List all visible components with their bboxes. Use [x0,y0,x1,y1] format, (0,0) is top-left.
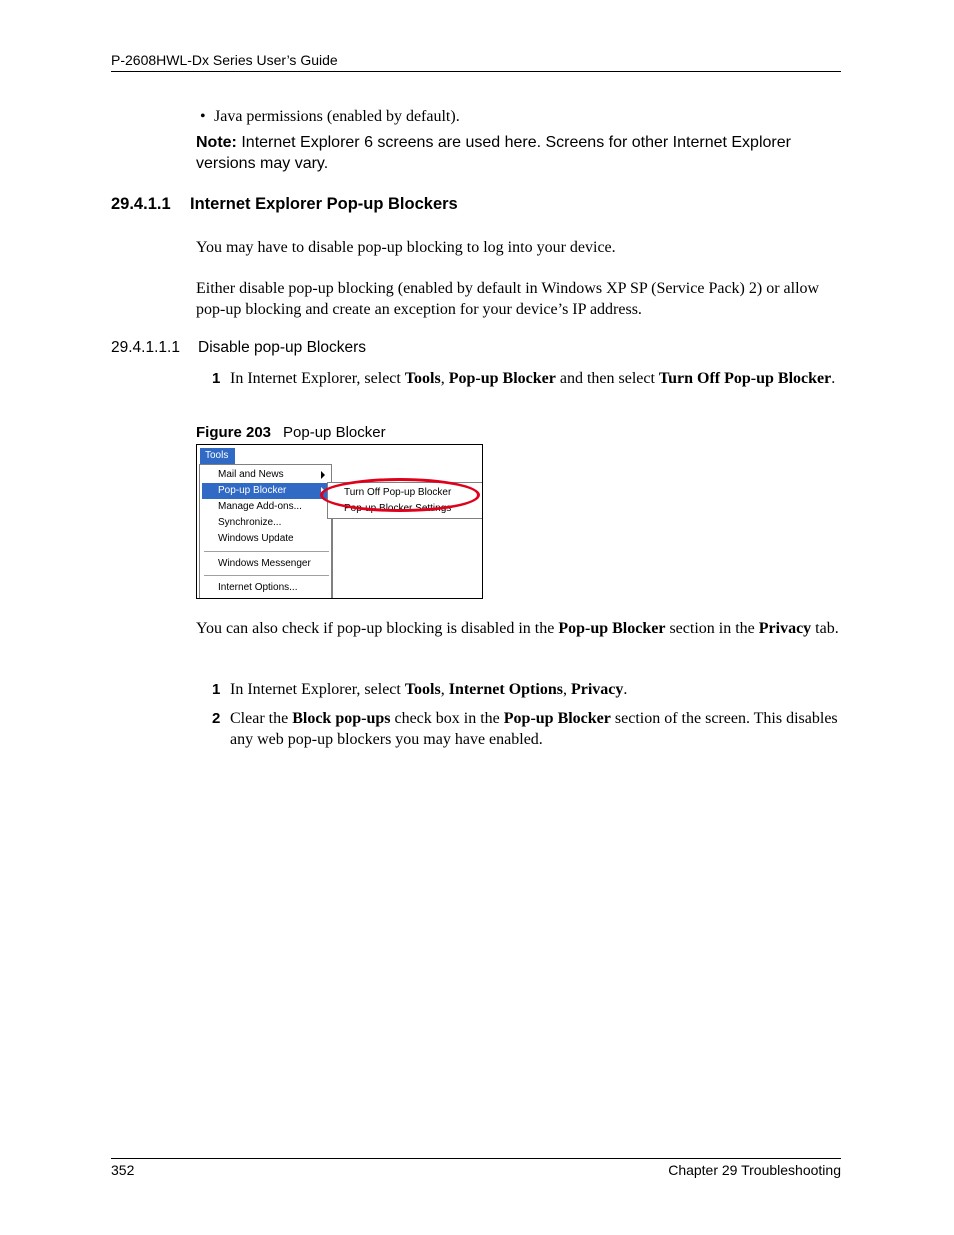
window-edge [332,519,333,598]
step-text: Clear the Block pop-ups check box in the Pop-up Blocker section of the screen. This disables any web pop-up blockers you may have enabled. [230,710,838,748]
tools-menu-tab[interactable]: Tools [200,448,235,464]
menu-item-synchronize[interactable]: Synchronize... [218,517,282,528]
step-number: 1 [212,370,221,387]
subsection-number: 29.4.1.1.1 [111,339,180,356]
paragraph-either: Either disable pop-up blocking (enabled by default in Windows XP SP (Service Pack) 2) or allow pop-up blocking and create an exception for your device’s IP address. [196,280,820,318]
bullet-text: Java permissions (enabled by default). [214,108,460,125]
submenu-item-settings[interactable]: Pop-up Blocker Settings [344,503,452,514]
note [196,132,841,174]
menu-item-manage-addons[interactable]: Manage Add-ons... [218,501,302,512]
bullet-mark: • [200,108,206,125]
figure-caption [196,424,386,441]
menu-item-internet-options[interactable]: Internet Options... [218,582,298,593]
figure-title: Pop-up Blocker [283,424,386,441]
step-clear-block-popups [212,708,841,750]
note-label: Note: [196,134,237,151]
header-rule [111,71,841,72]
popup-blocker-screenshot [196,444,483,599]
tools-menu [199,464,332,598]
step-turn-off-blocker [212,368,841,389]
menu-item-mail-and-news[interactable]: Mail and News [202,467,329,483]
section-number: 29.4.1.1 [111,195,171,213]
chapter-title: Chapter 29 Troubleshooting [668,1162,841,1178]
step-text: In Internet Explorer, select Tools, Pop-up Blocker and then select Turn Off Pop-up Blocker. [230,370,836,387]
step-text: In Internet Explorer, select Tools, Internet Options, Privacy. [230,681,628,698]
highlight-ellipse [320,478,480,512]
section-title: Internet Explorer Pop-up Blockers [190,195,458,213]
menu-separator [204,551,329,552]
menu-item-windows-messenger[interactable]: Windows Messenger [218,558,311,569]
note-text: Internet Explorer 6 screens are used here. Screens for other Internet Explorer versions may vary. [196,134,791,172]
menu-item-windows-update[interactable]: Windows Update [218,533,294,544]
paragraph-privacy-check: You can also check if pop-up blocking is disabled in the Pop-up Blocker section in the Privacy tab. [196,620,839,637]
step-number: 1 [212,681,221,698]
subsection-title: Disable pop-up Blockers [198,339,367,356]
subsection-heading [111,339,366,357]
menu-separator [204,575,329,576]
paragraph-intro: You may have to disable pop-up blocking to log into your device. [196,239,616,256]
figure-label: Figure 203 [196,424,272,441]
step-select-privacy [212,679,841,700]
running-header: P-2608HWL-Dx Series User’s Guide [111,52,338,68]
submenu-arrow-icon [321,471,325,479]
menu-item-popup-blocker[interactable]: Pop-up Blocker [202,483,329,499]
step-number: 2 [212,710,221,727]
bullet-item [200,108,460,126]
section-heading [111,195,458,214]
page-number: 352 [111,1162,135,1178]
footer-rule [111,1158,841,1159]
submenu-item-turn-off[interactable]: Turn Off Pop-up Blocker [344,487,452,498]
